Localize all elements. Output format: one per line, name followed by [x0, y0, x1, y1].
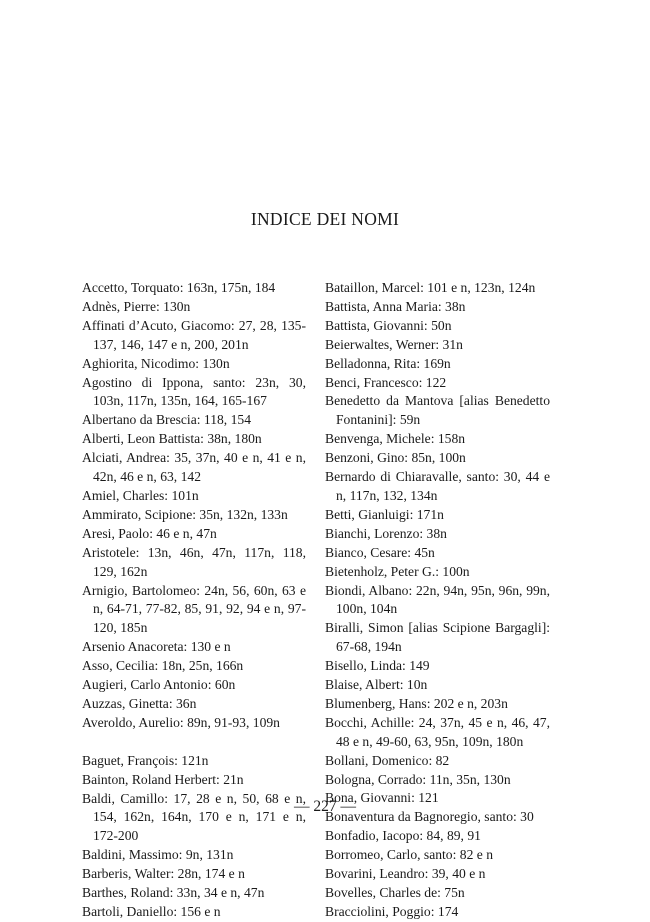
index-entry: Affinati d’Acuto, Giacomo: 27, 28, 135-137, 146, 147 e n, 200, 201n: [82, 317, 306, 352]
index-entry: Bianchi, Lorenzo: 38n: [325, 525, 447, 541]
index-entry: Bernardo di Chiaravalle, santo: 30, 44 e n, 117n, 132, 134n: [325, 469, 550, 503]
page-number: — 227 —: [294, 798, 356, 815]
index-entry: Bona, Giovanni: 121: [325, 790, 439, 806]
index-entry: Accetto, Torquato: 163n, 175n, 184: [82, 280, 276, 295]
index-entry: Bovarini, Leandro: 39, 40 e n: [325, 866, 486, 882]
index-entry: Bisello, Linda: 149: [325, 658, 430, 674]
index-entry: Arnigio, Bartolomeo: 24n, 56, 60n, 63 e n, 64-71, 77-82, 85, 91, 92, 94 e n, 97-120, 185n: [82, 582, 306, 636]
page-title: INDICE DEI NOMI: [250, 209, 400, 229]
index-entry: Bologna, Corrado: 11n, 35n, 130n: [325, 771, 511, 787]
index-entry: Beierwaltes, Werner: 31n: [325, 336, 463, 352]
index-entry: Aresi, Paolo: 46 e n, 47n: [82, 525, 217, 541]
index-entry: Benci, Francesco: 122: [325, 374, 447, 390]
index-entry: Bataillon, Marcel: 101 e n, 123n, 124n: [325, 280, 536, 295]
index-entry: Bocchi, Achille: 24, 37n, 45 e n, 46, 47, 48 e n, 49-60, 63, 95n, 109n, 180n: [325, 714, 550, 749]
index-entry: Benvenga, Michele: 158n: [325, 431, 466, 447]
index-entry: Benzoni, Gino: 85n, 100n: [325, 450, 466, 466]
index-entry: Borromeo, Carlo, santo: 82 e n: [325, 847, 494, 863]
index-entry: Benedetto da Mantova [alias Benedetto Fontanini]: 59n: [325, 393, 550, 428]
index-entry: Asso, Cecilia: 18n, 25n, 166n: [82, 658, 244, 674]
index-entry: Battista, Anna Maria: 38n: [325, 298, 466, 314]
index-entry: Alciati, Andrea: 35, 37n, 40 e n, 41 e n, 42n, 46 e n, 63, 142: [82, 450, 306, 485]
index-entry: Adnès, Pierre: 130n: [82, 298, 191, 314]
index-entry: Alberti, Leon Battista: 38n, 180n: [82, 431, 262, 447]
index-entry: Augieri, Carlo Antonio: 60n: [82, 677, 236, 693]
index-entry: Bovelles, Charles de: 75n: [325, 885, 465, 900]
index-entry: Baldi, Camillo: 17, 28 e n, 50, 68 e n, 154, 162n, 164n, 170 e n, 171 e n, 172-200: [82, 790, 306, 844]
index-entry: Bollani, Domenico: 82: [325, 752, 450, 768]
index-entry: Amiel, Charles: 101n: [82, 487, 199, 503]
index-entry: Blumenberg, Hans: 202 e n, 203n: [325, 695, 508, 711]
index-entry: Bietenholz, Peter G.: 100n: [325, 563, 470, 579]
index-entry: Blaise, Albert: 10n: [325, 677, 428, 693]
index-column-right: [325, 279, 550, 922]
index-column-left: [82, 279, 306, 922]
index-entry: Betti, Gianluigi: 171n: [325, 506, 444, 522]
index-entry: Bartoli, Daniello: 156 e n: [82, 904, 221, 919]
index-entry: Bianco, Cesare: 45n: [325, 544, 435, 560]
index-entry: Baguet, François: 121n: [82, 752, 209, 768]
index-entry: Agostino di Ippona, santo: 23n, 30, 103n, 117n, 135n, 164, 165-167: [82, 374, 306, 409]
index-entry: Ammirato, Scipione: 35n, 132n, 133n: [82, 506, 288, 522]
index-entry: Battista, Giovanni: 50n: [325, 317, 452, 333]
index-entry: Bainton, Roland Herbert: 21n: [82, 771, 244, 787]
index-entry: Biondi, Albano: 22n, 94n, 95n, 96n, 99n, 100n, 104n: [325, 582, 550, 617]
index-entry: Aghiorita, Nicodimo: 130n: [82, 355, 230, 371]
index-entry: Albertano da Brescia: 118, 154: [82, 412, 251, 428]
index-entry: Baldini, Massimo: 9n, 131n: [82, 847, 234, 863]
index-entry: Bonaventura da Bagnoregio, santo: 30: [325, 809, 534, 825]
index-entry: Aristotele: 13n, 46n, 47n, 117n, 118, 129, 162n: [82, 544, 306, 579]
index-entry: Arsenio Anacoreta: 130 e n: [82, 639, 231, 655]
index-entry: Bracciolini, Poggio: 174: [325, 903, 459, 919]
index-entry: Auzzas, Ginetta: 36n: [82, 695, 197, 711]
index-entry: Biralli, Simon [alias Scipione Bargagli]: 67-68, 194n: [325, 620, 550, 655]
index-entry: Barthes, Roland: 33n, 34 e n, 47n: [82, 885, 265, 901]
index-entry: Bonfadio, Iacopo: 84, 89, 91: [325, 828, 481, 844]
index-entry: Belladonna, Rita: 169n: [325, 355, 451, 371]
index-entry: Averoldo, Aurelio: 89n, 91-93, 109n: [82, 714, 280, 730]
index-entry: Barberis, Walter: 28n, 174 e n: [82, 866, 245, 882]
